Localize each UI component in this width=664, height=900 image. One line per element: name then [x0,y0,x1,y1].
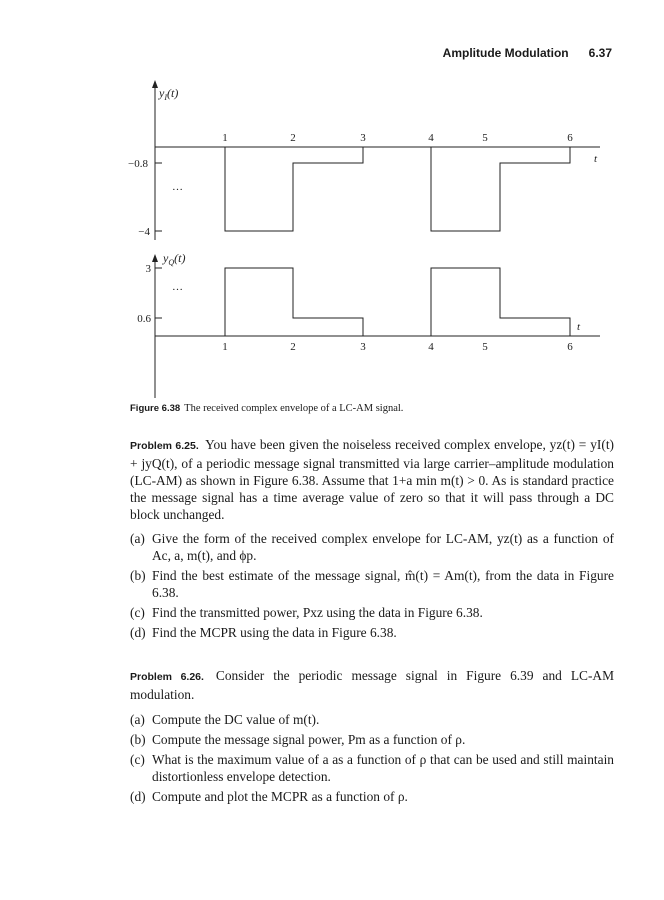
caption-label: Figure 6.38 [130,403,181,414]
yI-tick-label: 5 [482,132,488,144]
yQ-waveform-2 [431,268,570,336]
yI-tick-label: 4 [428,132,434,144]
yQ-tick-label: 3 [360,341,366,353]
yQ-axis-label: $y_Q(t)$ [163,251,186,267]
yQ-tick-label: 1 [222,341,228,353]
problem-label: Problem 6.25. [130,440,199,452]
yI-ellipsis: … [172,181,183,193]
problem-6-26 [130,667,614,703]
header-title: Amplitude Modulation [442,46,569,60]
yQ-ylevel-label: 3 [145,263,151,275]
yI-tick-label: 6 [567,132,573,144]
figure-caption [130,403,403,414]
yI-tick-label: 1 [222,132,228,144]
yI-axis-arrow [152,80,158,88]
yI-waveform [225,147,363,231]
figure-6-38 [0,0,664,400]
page-number: 6.37 [588,46,612,60]
yQ-tick-label: 2 [290,341,296,353]
problem-label: Problem 6.26. [130,671,204,683]
yQ-time-label: t [577,321,581,333]
yQ-plot [152,254,600,398]
problem-6-25 [130,436,614,523]
yI-plot [152,80,600,240]
yI-ylevel-label: −4 [138,226,150,238]
list-item: (c) Find the transmitted power, Pxz using the data in Figure 6.38. [130,605,483,620]
problem-text: You have been given the noiseless received complex envelope, yz(t) = yI(t) + jyQ(t), of a periodic message signal transmitted via large carrier–amplitude modulation (LC-AM) as shown in Figure 6.38. Assume that 1+a min m(t) > 0. As is standard practice the message signal has a time average value of zero so that it will pass through a DC block unchanged. [130,437,614,522]
list-item: (d) Find the MCPR using the data in Figure 6.38. [130,625,397,640]
yQ-tick-label: 5 [482,341,488,353]
problem-6-25-items [130,530,614,644]
yQ-axis-arrow [152,254,158,262]
yQ-ylevel-label: 0.6 [137,313,151,325]
yI-tick-label: 2 [290,132,296,144]
yQ-tick-label: 6 [567,341,573,353]
problem-text: Consider the periodic message signal in Figure 6.39 and LC-AM modulation. [130,668,614,702]
list-item: (b) Compute the message signal power, Pm as a function of ρ. [130,732,466,747]
problem-6-26-items [130,711,614,808]
yI-ylevel-label: −0.8 [128,158,148,170]
list-item: (a) Give the form of the received complex envelope for LC-AM, yz(t) as a function of Ac, a, m(t), and ϕp. [130,531,614,563]
list-item: (b) Find the best estimate of the message signal, m̂(t) = Am(t), from the data in Figure 6.38. [130,568,614,600]
list-item: (d) Compute and plot the MCPR as a function of ρ. [130,789,408,804]
yQ-tick-labels [222,341,573,353]
list-item: (a) Compute the DC value of m(t). [130,712,320,727]
yQ-tick-label: 4 [428,341,434,353]
yI-tick-labels [222,132,573,144]
yI-tick-label: 3 [360,132,366,144]
list-item: (c) What is the maximum value of a as a function of ρ that can be used and still maintain distortionless envelope detection. [130,752,614,784]
yI-waveform-2 [431,147,570,231]
yQ-ellipsis: … [172,281,183,293]
caption-text: The received complex envelope of a LC-AM signal. [184,403,404,414]
yI-time-label: t [594,153,598,165]
yI-axis-label: $y_I(t)$ [159,86,179,102]
yQ-waveform [225,268,363,336]
